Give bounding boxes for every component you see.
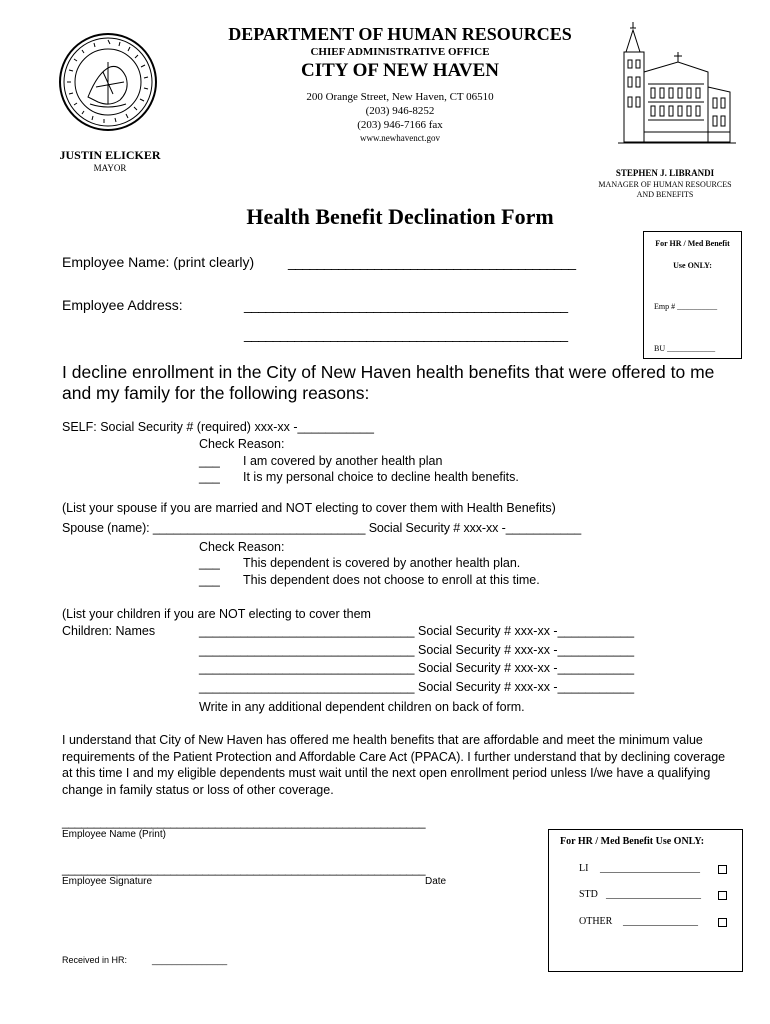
- employee-signature-label: Employee Signature: [62, 876, 153, 887]
- hr-box-subtitle: Use ONLY:: [673, 261, 712, 270]
- spouse-reason-2-checkbox[interactable]: ___: [199, 573, 220, 587]
- children-label: Children: Names: [62, 624, 156, 638]
- self-reason-1-checkbox[interactable]: ___: [199, 454, 220, 468]
- received-in-hr-label: Received in HR:: [62, 955, 128, 965]
- manager-title: MANAGER OF HUMAN RESOURCES: [598, 180, 732, 189]
- child-line-1[interactable]: _______________________________ Social Security # xxx-xx -___________: [199, 624, 635, 638]
- employee-name-field[interactable]: ________________________________________: [288, 254, 576, 270]
- employee-address-field-1[interactable]: _____________________________________________: [244, 297, 568, 313]
- manager-name: STEPHEN J. LIBRANDI: [615, 168, 715, 178]
- li-label: LI: [579, 863, 589, 874]
- spouse-reason-2-text: This dependent does not choose to enroll at this time.: [243, 573, 540, 587]
- department-heading: DEPARTMENT OF HUMAN RESOURCES: [228, 24, 572, 44]
- std-label: STD: [579, 889, 598, 900]
- li-checkbox[interactable]: [718, 865, 727, 874]
- li-field[interactable]: ____________________: [600, 863, 700, 874]
- child-line-3[interactable]: _______________________________ Social Security # xxx-xx -___________: [199, 661, 635, 675]
- spouse-line[interactable]: Spouse (name): _______________________________ Social Security # xxx-xx -___________: [62, 521, 582, 535]
- spouse-reason-1-checkbox[interactable]: ___: [199, 556, 220, 570]
- mayor-title: MAYOR: [93, 163, 127, 173]
- mayor-name: JUSTIN ELICKER: [59, 148, 161, 162]
- std-checkbox[interactable]: [718, 891, 727, 900]
- received-in-hr-line[interactable]: _______________: [152, 955, 228, 965]
- hr-box-top: [643, 231, 742, 359]
- bu-field[interactable]: BU ____________: [654, 344, 716, 353]
- employee-name-label: Employee Name: (print clearly): [62, 254, 255, 270]
- employee-address-label: Employee Address:: [62, 297, 183, 313]
- hr-use-title: For HR / Med Benefit Use ONLY:: [560, 836, 705, 847]
- city-heading: CITY OF NEW HAVEN: [301, 60, 499, 81]
- spouse-reason-1-text: This dependent is covered by another health plan.: [243, 556, 521, 570]
- employee-address-field-2[interactable]: _____________________________________________: [244, 326, 568, 342]
- std-field[interactable]: ___________________: [606, 889, 701, 900]
- self-ssn-line[interactable]: SELF: Social Security # (required) xxx-xx -___________: [62, 420, 374, 434]
- employee-name-print-label: Employee Name (Print): [62, 829, 166, 840]
- other-checkbox[interactable]: [718, 918, 727, 927]
- children-instruction: (List your children if you are NOT electing to cover them: [62, 607, 371, 621]
- self-reason-1-text: I am covered by another health plan: [243, 454, 443, 468]
- decline-statement: I decline enrollment in the City of New Haven health benefits that were offered to me and my family for the following reasons:: [62, 362, 715, 403]
- additional-children-note: Write in any additional dependent children on back of form.: [199, 700, 525, 714]
- other-label: OTHER: [579, 916, 613, 927]
- other-field[interactable]: _______________: [623, 916, 698, 927]
- spouse-instruction: (List your spouse if you are married and NOT electing to cover them with Health Benefits): [62, 501, 556, 515]
- child-line-2[interactable]: _______________________________ Social Security # xxx-xx -___________: [199, 643, 635, 657]
- employee-signature-line[interactable]: _________________________________________________________: [62, 862, 426, 876]
- emp-number-field[interactable]: Emp # __________: [654, 302, 718, 311]
- fax-number: (203) 946-7166 fax: [357, 119, 443, 131]
- self-reason-2-checkbox[interactable]: ___: [199, 470, 220, 484]
- acknowledgement-paragraph: I understand that City of New Haven has offered me health benefits that are affordable and meet the minimum value requirements of the Patient Protection and Affordable Care Act (PPACA). I further understand that by declining coverage at this time I and my eligible dependents must wait until the next open enrollment period unless I/we have a qualifying change in family status or loss of other coverage.: [62, 733, 726, 797]
- office-heading: CHIEF ADMINISTRATIVE OFFICE: [310, 46, 490, 58]
- form-title: Health Benefit Declination Form: [246, 204, 554, 229]
- city-seal: [58, 32, 158, 132]
- self-check-reason-label: Check Reason:: [199, 437, 285, 451]
- hr-use-box: [548, 829, 743, 972]
- date-label: Date: [425, 876, 447, 887]
- hr-box-title: For HR / Med Benefit: [655, 239, 730, 248]
- self-reason-2-text: It is my personal choice to decline health benefits.: [243, 470, 519, 484]
- manager-title-2: AND BENEFITS: [636, 190, 694, 199]
- website: www.newhavenct.gov: [360, 133, 440, 143]
- phone-number: (203) 946-8252: [365, 105, 435, 117]
- spouse-check-reason-label: Check Reason:: [199, 540, 285, 554]
- street-address: 200 Orange Street, New Haven, CT 06510: [306, 91, 494, 103]
- employee-name-print-line[interactable]: _________________________________________________________: [62, 815, 426, 829]
- child-line-4[interactable]: _______________________________ Social Security # xxx-xx -___________: [199, 680, 635, 694]
